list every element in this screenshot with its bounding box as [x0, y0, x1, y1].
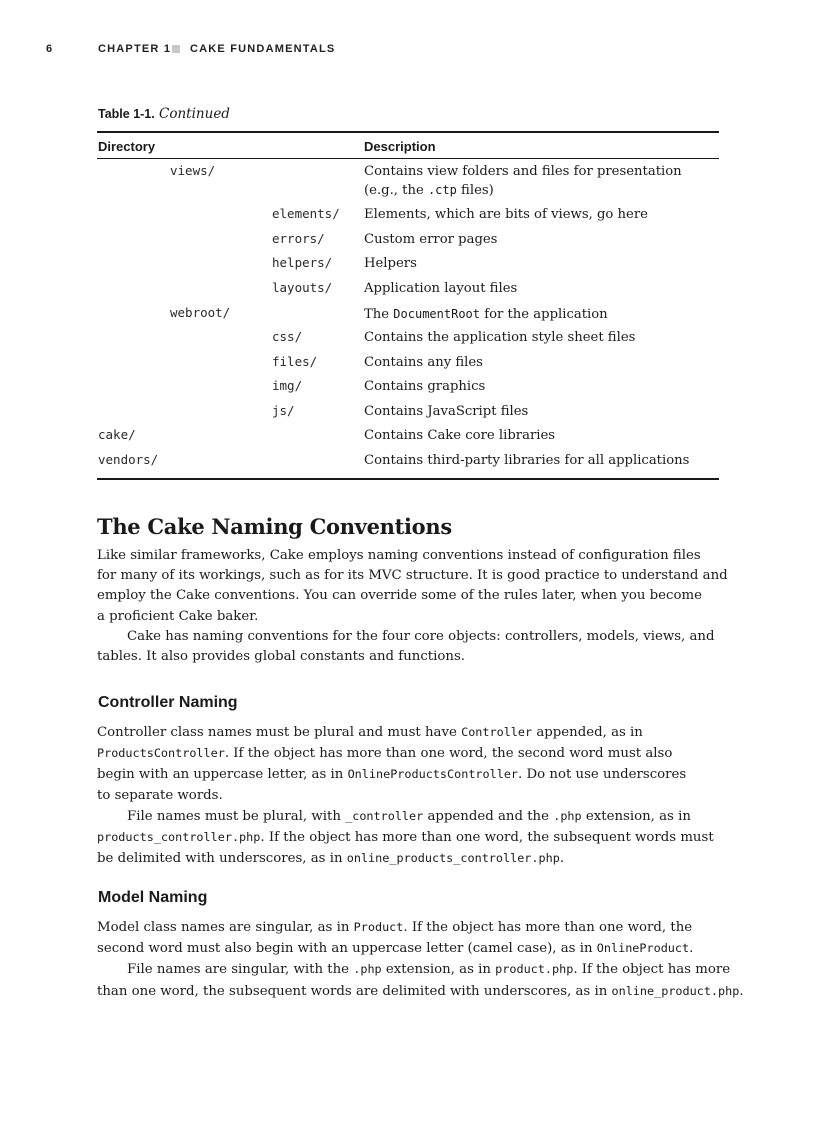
directory-cell: js/ [272, 403, 295, 418]
description-cell: Contains third-party libraries for all applications [364, 453, 690, 468]
description-text: Contains view folders and files for presentation [364, 164, 682, 179]
model-naming-heading: Model Naming [98, 889, 208, 906]
directory-cell: helpers/ [272, 255, 333, 270]
directory-cell: css/ [272, 329, 303, 344]
square-bullet-icon [172, 45, 180, 53]
directory-cell: webroot/ [170, 305, 231, 320]
description-cell: Custom error pages [364, 232, 498, 247]
directory-cell: views/ [170, 163, 216, 178]
description-code: DocumentRoot [393, 307, 480, 321]
text-line: File names are singular, with the .php extension, as in product.php. If the object has more [127, 962, 731, 978]
text-line: second word must also begin with an uppercase letter (camel case), as in OnlineProduct. [97, 941, 694, 957]
text-line: Model class names are singular, as in Product. If the object has more than one word, the [97, 920, 693, 935]
description-text: (e.g., the [364, 183, 428, 198]
chapter-title: CAKE FUNDAMENTALS [190, 43, 336, 55]
table-row [97, 305, 719, 329]
table-caption-text: Continued [159, 106, 230, 122]
description-cell: Application layout files [364, 281, 518, 296]
directory-table [97, 131, 719, 480]
text-line: File names must be plural, with _controller appended and the .php extension, as in [127, 808, 691, 824]
table-row [97, 206, 719, 230]
description-cell: Contains Cake core libraries [364, 428, 556, 443]
directory-cell: img/ [272, 378, 303, 393]
running-head [46, 43, 726, 59]
text-line: tables. It also provides global constants and functions. [97, 649, 466, 665]
description-cell [364, 305, 719, 324]
model-paragraph [97, 917, 744, 1002]
chapter-label: CHAPTER 1 [98, 43, 172, 55]
table-caption-label: Table 1-1. [98, 107, 155, 121]
table-row [97, 452, 719, 476]
table-row [97, 163, 719, 205]
header-description: Description [364, 139, 436, 154]
section-title: The Cake Naming Conventions [97, 514, 452, 539]
text-line: Like similar frameworks, Cake employs naming conventions instead of configuration files [97, 548, 701, 563]
description-cell: Elements, which are bits of views, go here [364, 207, 648, 222]
description-code: .ctp [427, 183, 457, 197]
intro-paragraph [97, 546, 728, 667]
directory-cell: cake/ [98, 427, 136, 442]
table-row [97, 329, 719, 353]
table-row [97, 354, 719, 378]
description-cell: Contains graphics [364, 379, 486, 394]
description-cell: Contains any files [364, 355, 483, 370]
description-text: The [364, 307, 394, 322]
directory-cell: files/ [272, 354, 318, 369]
text-line: to separate words. [97, 787, 223, 803]
text-line: for many of its workings, such as for its MVC structure. It is good practice to understand and [97, 568, 728, 584]
description-cell [364, 163, 719, 200]
description-cell: Contains the application style sheet files [364, 330, 636, 345]
description-text: files) [456, 183, 494, 198]
table-header [97, 133, 719, 159]
controller-paragraph [97, 722, 722, 869]
table-row [97, 403, 719, 427]
text-line: products_controller.php. If the object has more than one word, the subsequent words must [97, 830, 714, 846]
text-line: Controller class names must be plural and must have Controller appended, as in [97, 725, 643, 740]
text-line: begin with an uppercase letter, as in OnlineProductsController. Do not use underscores [97, 767, 687, 783]
table-row [97, 427, 719, 451]
table-row [97, 255, 719, 279]
directory-cell: elements/ [272, 206, 340, 221]
text-line: than one word, the subsequent words are delimited with underscores, as in online_product.php. [97, 983, 744, 999]
page-number: 6 [46, 43, 54, 55]
controller-naming-heading: Controller Naming [98, 694, 238, 711]
table-row [97, 280, 719, 304]
text-line: be delimited with underscores, as in online_products_controller.php. [97, 851, 565, 867]
text-line: Cake has naming conventions for the four core objects: controllers, models, views, and [127, 628, 715, 644]
text-line: employ the Cake conventions. You can override some of the rules later, when you become [97, 588, 702, 604]
description-text: for the application [480, 307, 608, 322]
text-line: ProductsController. If the object has more than one word, the second word must also [97, 746, 673, 762]
table-row [97, 378, 719, 402]
table-row [97, 231, 719, 255]
description-cell: Helpers [364, 256, 417, 271]
header-directory: Directory [98, 139, 156, 154]
directory-cell: layouts/ [272, 280, 333, 295]
directory-cell: vendors/ [98, 452, 159, 467]
description-cell: Contains JavaScript files [364, 404, 529, 419]
directory-cell: errors/ [272, 231, 325, 246]
text-line: a proficient Cake baker. [97, 608, 259, 624]
table-caption [98, 106, 230, 122]
